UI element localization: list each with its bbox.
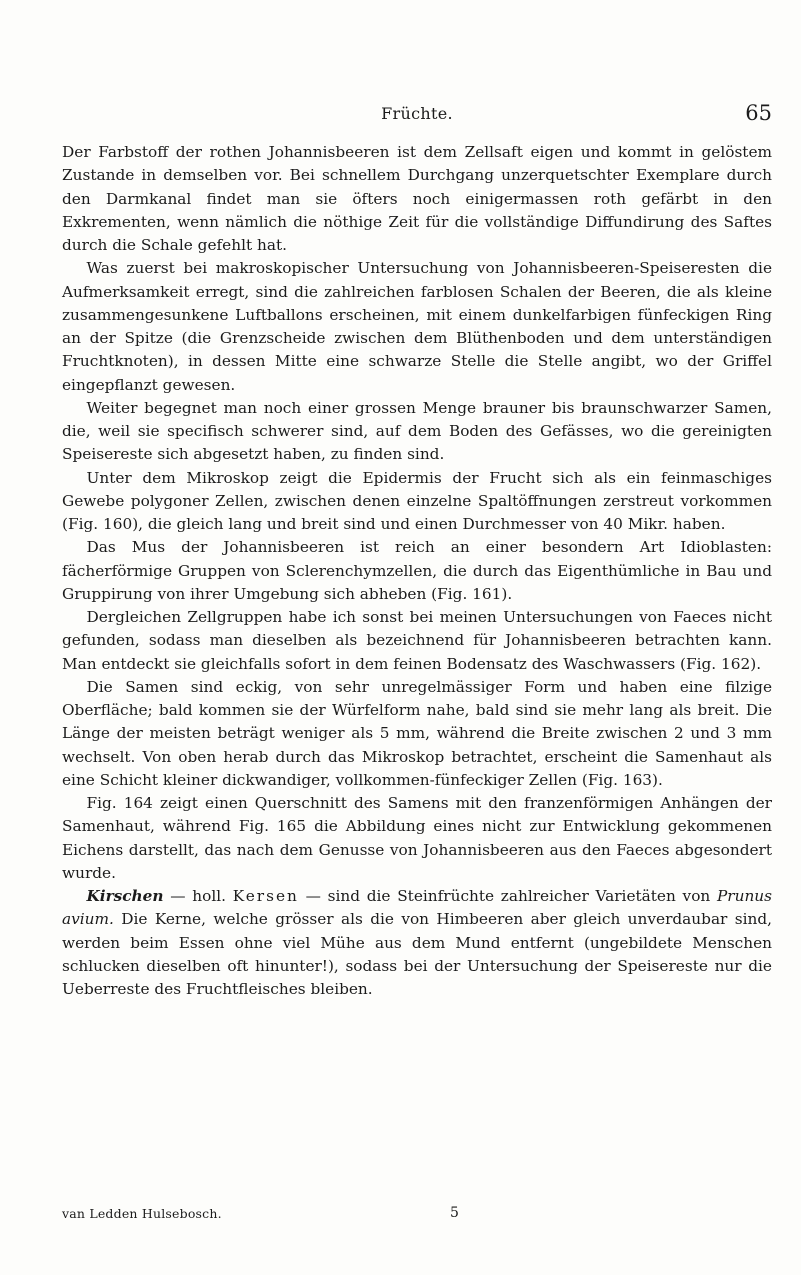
paragraph-samen-braun: Weiter begegnet man noch einer grossen Menge brauner bis braunschwarzer Samen, die, weil sie specifisch schwerer sind, auf dem Boden des Gefässes, wo die gereinigten Speisereste sich abgesetzt haben, zu finden sind. — [62, 398, 772, 464]
kirschen-dash: — holl. — [163, 887, 233, 905]
page-number: 65 — [745, 101, 772, 125]
paragraph-zellgruppen: Dergleichen Zellgruppen habe ich sonst bei meinen Untersuchungen von Faeces nicht gefunden, sodass man dieselben als bezeichnend für Johannisbeeren betrachten kann. Man entdeckt sie gleichfalls sofort in dem feinen Bodensatz des Waschwassers (Fig. 162). — [62, 608, 772, 673]
paragraph-kirschen — [62, 885, 772, 1001]
sheet-signature: 5 — [450, 1205, 459, 1221]
section-heading-kirschen: Kirschen — [86, 887, 164, 905]
species-name: Prunus avium. — [62, 887, 772, 929]
kirschen-text-part3: Die Kerne, welche grösser als die von Himbeeren aber gleich unverdaubar sind, werden beim Essen ohne viel Mühe aus dem Mund entfernt (ungebildete Menschen schlucken dieselben oft hinunter!), sodass bei der Untersuchung der Speisereste nur die Ueberreste des Fruchtfleisches bleiben. — [62, 910, 772, 998]
paragraph-idioblasten: Das Mus der Johannisbeeren ist reich an einer besondern Art Idioblasten: fächerförmige Gruppen von Sclerenchymzellen, die durch das Eigenthümliche in Bau und Gruppirung von ihrer Umgebung sich abheben (Fig. 161). — [62, 538, 772, 603]
dutch-name-kersen: Kersen — [232, 887, 299, 905]
kirschen-text-part2: — sind die Steinfrüchte zahlreicher Varietäten von — [298, 887, 717, 905]
footer-author: van Ledden Hulsebosch. — [62, 1206, 222, 1221]
running-head: Früchte. — [381, 104, 453, 123]
page-footer — [62, 1206, 772, 1228]
paragraph-farbstoff: Der Farbstoff der rothen Johannisbeeren ist dem Zellsaft eigen und kommt in gelöstem Zustande in demselben vor. Bei schnellem Durchgang unzerquetschter Exemplare durch den Darmkanal findet man sie öfters noch einigermassen roth gefärbt in den Exkrementen, wenn nämlich die nöthige Zeit für die vollständige Diffundirung des Saftes durch die Schale gefehlt hat. — [62, 143, 772, 254]
paragraph-querschnitt: Fig. 164 zeigt einen Querschnitt des Samens mit den franzenförmigen Anhängen der Samenhaut, während Fig. 165 die Abbildung eines nicht zur Entwicklung gekommenen Eichens darstellt, das nach dem Genusse von Johannisbeeren aus den Faeces abgesondert wurde. — [62, 794, 772, 882]
page-header — [62, 101, 772, 128]
body-text — [62, 141, 772, 1001]
paragraph-samenform: Die Samen sind eckig, von sehr unregelmässiger Form und haben eine filzige Oberfläche; bald kommen sie der Würfelform nahe, bald sind sie mehr lang als breit. Die Länge der meisten beträgt weniger als 5 mm, während die Breite zwischen 2 und 3 mm wechselt. Von oben herab durch das Mikroskop betrachtet, erscheint die Samenhaut als eine Schicht kleiner dickwandiger, vollkommen-fünfeckiger Zellen (Fig. 163). — [62, 677, 772, 789]
paragraph-makroskopisch: Was zuerst bei makroskopischer Untersuchung von Johannisbeeren-Speiseresten die Aufmerksamkeit erregt, sind die zahlreichen farblosen Schalen der Beeren, die als kleine zusammengesunkene Luftballons erscheinen, mit einem dunkelfarbigen fünfeckigen Ring an der Spitze (die Grenzscheide zwischen dem Blüthenboden und dem unterständigen Fruchtknoten), in dessen Mitte eine schwarze Stelle die Stelle angibt, wo der Griffel eingepflanzt gewesen. — [62, 259, 772, 394]
paragraph-epidermis: Unter dem Mikroskop zeigt die Epidermis der Frucht sich als ein feinmaschiges Gewebe polygoner Zellen, zwischen denen einzelne Spaltöffnungen zerstreut vorkommen (Fig. 160), die gleich lang und breit sind und einen Durchmesser von 40 Mikr. haben. — [62, 468, 772, 533]
